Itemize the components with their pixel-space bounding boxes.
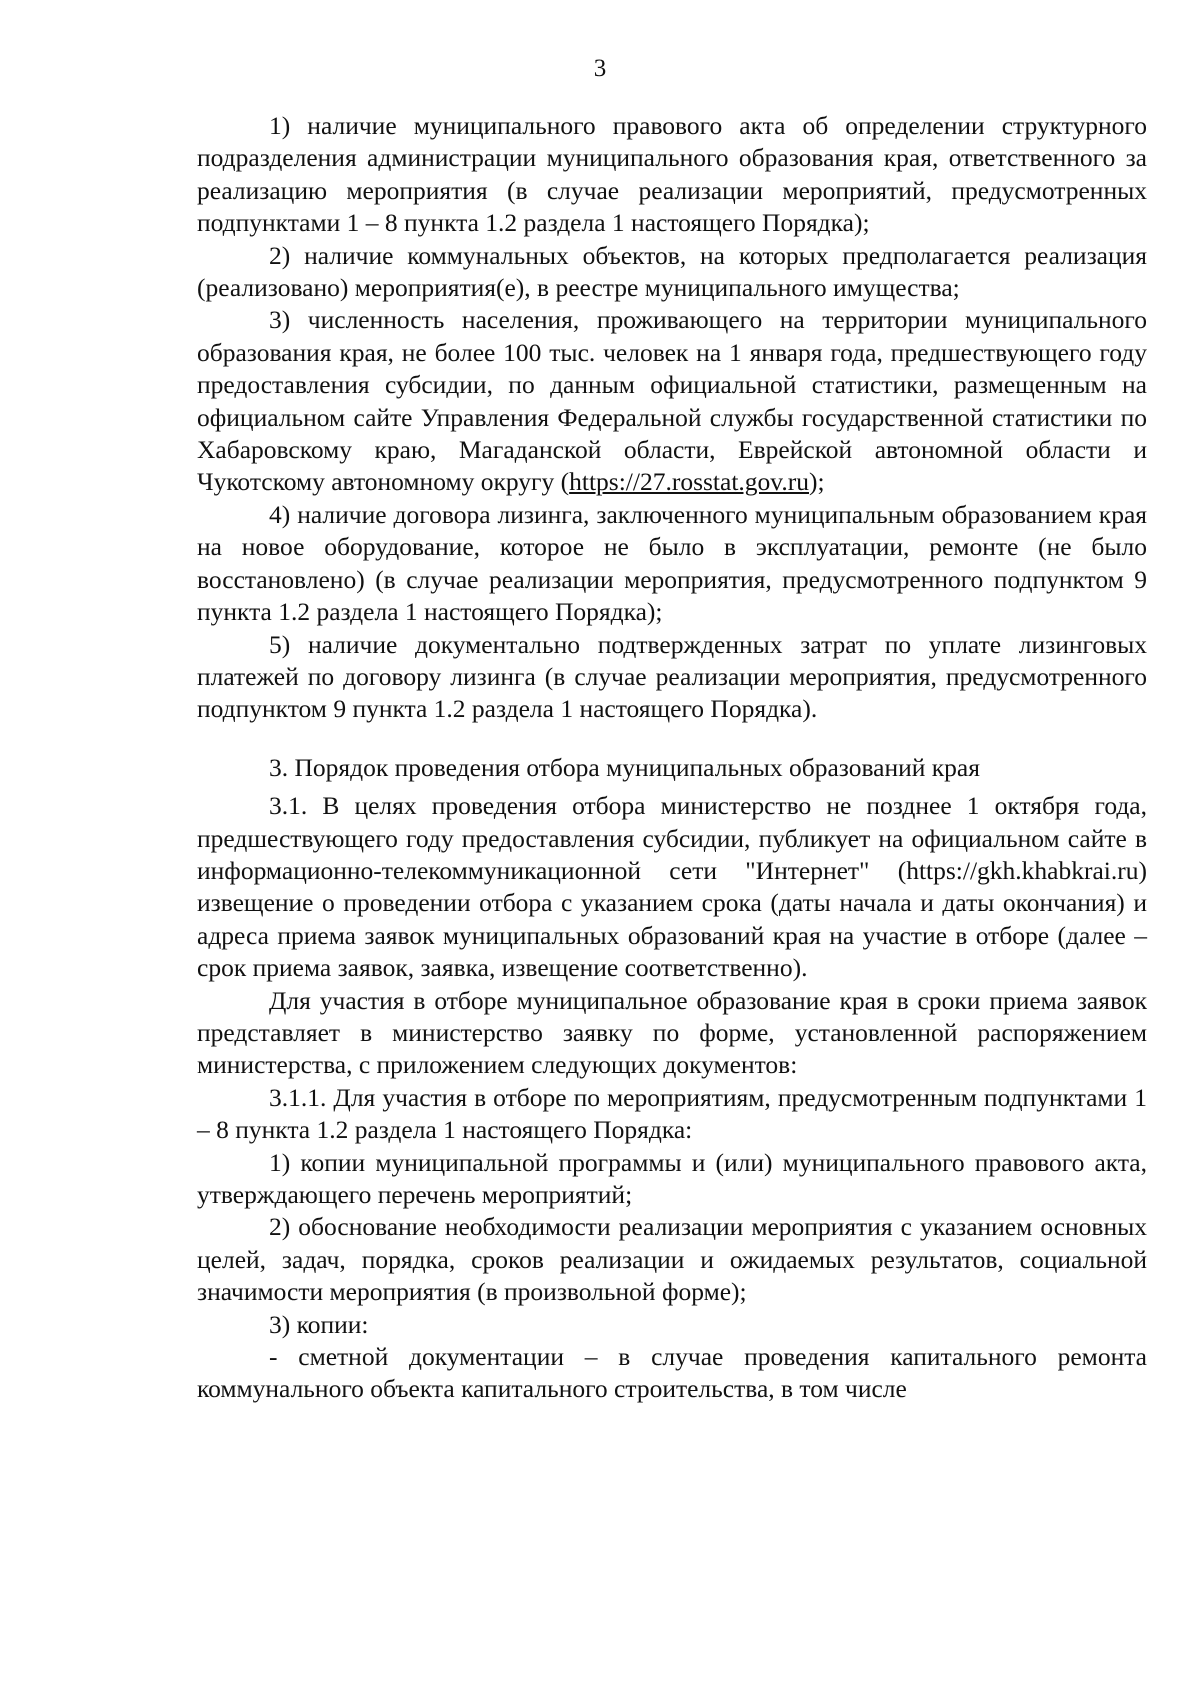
criteria-item-3-tail: ); bbox=[809, 467, 825, 497]
section-3-heading: 3. Порядок проведения отбора муниципальных образований края bbox=[269, 752, 980, 782]
criteria-item-2: 2) наличие коммунальных объектов, на которых предполагается реализация (реализовано) мероприятия(е), в реестре муниципального имущества; bbox=[197, 240, 1147, 303]
criteria-item-1: 1) наличие муниципального правового акта об определении структурного подразделения администрации муниципального образования края, ответственного за реализацию мероприятия (в случае реализации мероприятий, предусмотренных подпунктами 1 – 8 пункта 1.2 раздела 1 настоящего Порядка); bbox=[197, 111, 1147, 238]
criteria-item-3 bbox=[197, 304, 1147, 498]
doc-item-4: - сметной документации – в случае проведения капитального ремонта коммунального объекта капитального строительства, в том числе bbox=[197, 1342, 1147, 1404]
criteria-item-5: 5) наличие документально подтвержденных затрат по уплате лизинговых платежей по договору лизинга (в случае реализации мероприятия, предусмотренного подпунктом 9 пункта 1.2 раздела 1 настоящего Порядка). bbox=[197, 629, 1147, 724]
paragraph-3-1-1: 3.1.1. Для участия в отборе по мероприятиям, предусмотренным подпунктами 1 – 8 пункта 1.2 раздела 1 настоящего Порядка: bbox=[197, 1082, 1147, 1145]
criteria-item-3-text: 3) численность населения, проживающего на территории муниципального образования края, не более 100 тыс. человек на 1 января года, предшествующего году предоставления субсидии, по данным официальной статистики, размещенным на официальном сайте Управления Федеральной службы государственной статистики по Хабаровскому краю, Магаданской области, Еврейской автономной области и Чукотскому автономному округу ( bbox=[197, 305, 1147, 497]
document-body bbox=[197, 110, 1147, 1406]
doc-item-2: 2) обоснование необходимости реализации мероприятия с указанием основных целей, задач, порядка, сроков реализации и ожидаемых результатов, социальной значимости мероприятия (в произвольной форме); bbox=[197, 1212, 1147, 1307]
doc-item-1: 1) копии муниципальной программы и (или) муниципального правового акта, утверждающего перечень мероприятий; bbox=[197, 1147, 1147, 1209]
doc-item-3: 3) копии: bbox=[269, 1309, 369, 1339]
paragraph-3-1: 3.1. В целях проведения отбора министерство не позднее 1 октября года, предшествующего году предоставления субсидии, публикует на официальном сайте в информационно-телекоммуникационной сети "Интернет" (https://gkh.khabkrai.ru) извещение о проведении отбора с указанием срока (даты начала и даты окончания) и адреса приема заявок муниципальных образований края на участие в отборе (далее – срок приема заявок, заявка, извещение соответственно). bbox=[197, 791, 1147, 983]
rosstat-link[interactable]: https://27.rosstat.gov.ru bbox=[569, 467, 809, 497]
paragraph-participation: Для участия в отборе муниципальное образование края в сроки приема заявок представляет в министерство заявку по форме, установленной распоряжением министерства, с приложением следующих документов: bbox=[197, 985, 1147, 1080]
page-number: 3 bbox=[593, 55, 607, 82]
criteria-item-4: 4) наличие договора лизинга, заключенного муниципальным образованием края на новое оборудование, которое не было в эксплуатации, ремонте (не было восстановлено) (в случае реализации мероприятия, предусмотренного подпунктом 9 пункта 1.2 раздела 1 настоящего Порядка); bbox=[197, 499, 1147, 627]
